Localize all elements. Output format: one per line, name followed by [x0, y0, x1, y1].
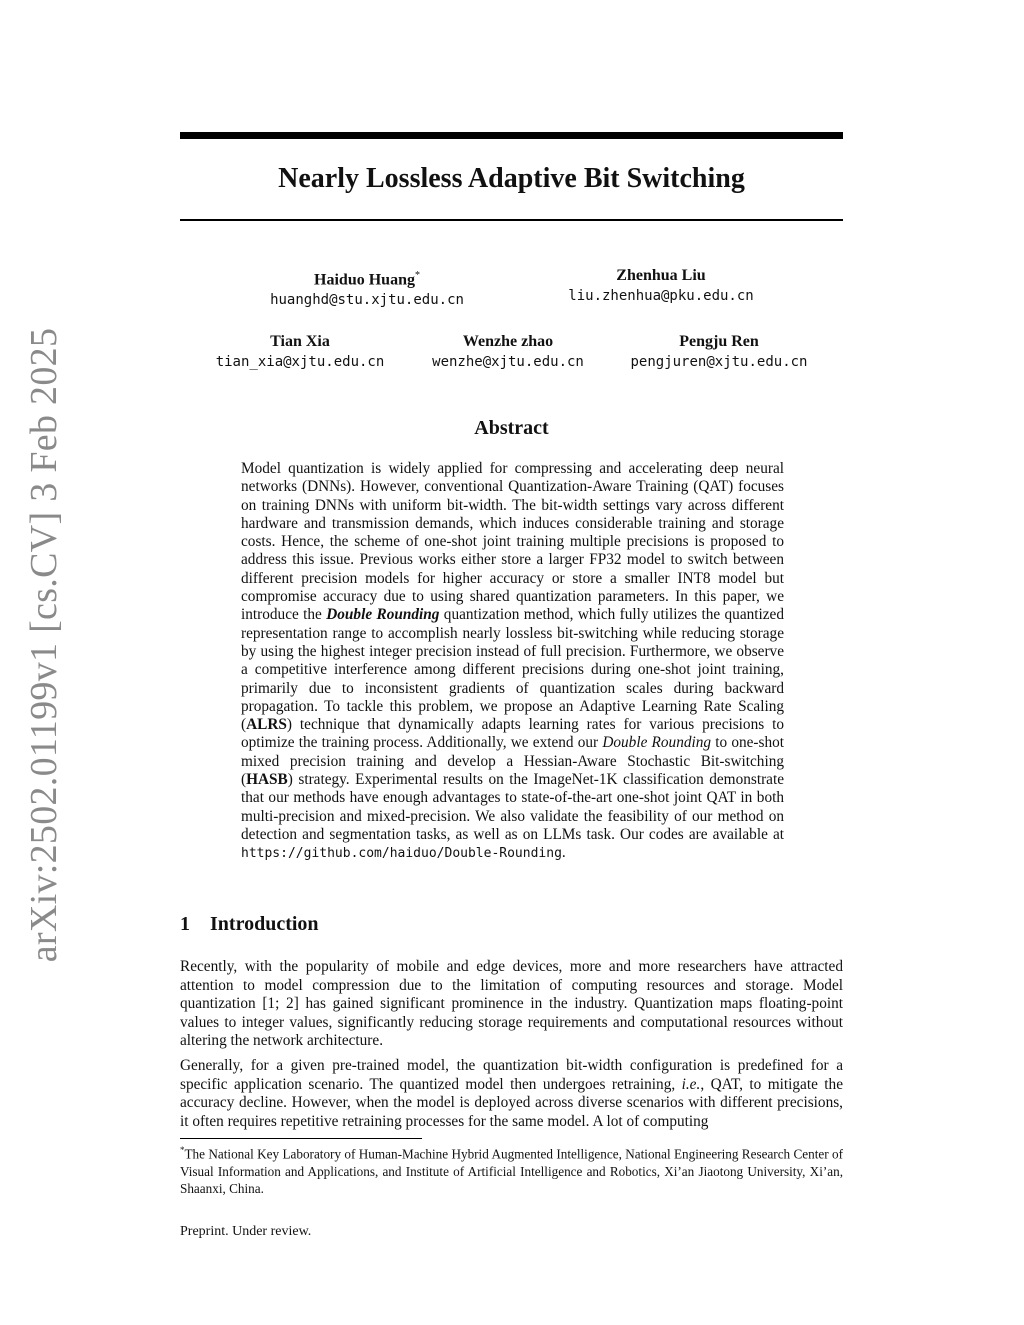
paper-title: Nearly Lossless Adaptive Bit Switching — [278, 163, 745, 194]
author-name: Pengju Ren — [679, 333, 759, 350]
code-repository-link[interactable]: https://github.com/haiduo/Double-Rounding — [241, 846, 562, 862]
abstract-heading: Abstract — [474, 417, 549, 439]
author-block — [589, 332, 849, 372]
title-rule-top — [180, 132, 843, 139]
intro-paragraph: Generally, for a given pre-trained model, the quantization bit-width configuration is predefined for a specific application scenario. The quantized model then undergoes retraining, i.e., QAT, to mitigate the accuracy decline. However, when the model is deployed across diverse scenarios with different precisions, it often requires repetitive retraining processes for the same model. A lot of computing — [180, 1057, 843, 1130]
abstract-body: Model quantization is widely applied for compressing and accelerating deep neural networks (DNNs). However, conventional Quantization-Aware Training (QAT) focuses on training DNNs with uniform bit-width. The bit-width settings vary across different hardware and transmission demands, which induces considerable training and storage costs. Hence, the scheme of one-shot joint training multiple precisions is proposed to address this issue. Previous works either store a larger FP32 model to switch between different precision models for higher accuracy or store a smaller INT8 model but compromise accuracy due to using shared quantization parameters. In this paper, we introduce the Double Rounding quantization method, which fully utilizes the quantized representation range to accomplish nearly lossless bit-switching while reducing storage by using the highest integer precision instead of full precision. Furthermore, we observe a competitive interference among different precisions during one-shot joint training, primarily due to inconsistent gradients of quantization scales during backward propagation. To tackle this problem, we propose an Adaptive Learning Rate Scaling (ALRS) technique that dynamically adapts learning rates for various precisions to optimize the training process. Additionally, we extend our Double Rounding to one-shot mixed precision training and develop a Hessian-Aware Stochastic Bit-switching (HASB) strategy. Experimental results on the ImageNet-1K classification demonstrate that our methods have enough advantages to state-of-the-art one-shot joint QAT in both multi-precision and mixed-precision. We also validate the feasibility of our method on detection and segmentation tasks, as well as on LLMs task. Our codes are available at https://github.com/haiduo/Double-Rounding. — [241, 460, 785, 862]
author-name: Tian Xia — [270, 333, 330, 350]
author-name: Zhenhua Liu — [616, 267, 706, 284]
footnote-rule — [180, 1138, 422, 1139]
author-block — [237, 266, 497, 310]
arxiv-identifier-stamp: arXiv:2502.01199v1 [cs.CV] 3 Feb 2025 — [23, 327, 65, 963]
preprint-notice: Preprint. Under review. — [180, 1224, 312, 1239]
author-email[interactable]: tian_xia@xjtu.edu.cn — [215, 354, 385, 370]
affiliation-footnote: *The National Key Laboratory of Human-Machine Hybrid Augmented Intelligence, National Engineering Research Center of Visual Information and Applications, and Institute of Artificial Intelligence and Robotics, Xi’an Jiaotong University, Xi’an, Shaanxi, China. — [180, 1145, 843, 1197]
emphasis-double-rounding: Double Rounding — [326, 606, 440, 624]
author-email[interactable]: liu.zhenhua@pku.edu.cn — [568, 288, 754, 304]
section-heading-introduction: 1 Introduction — [180, 913, 319, 935]
author-email[interactable]: pengjuren@xjtu.edu.cn — [630, 354, 808, 370]
author-name: Haiduo Huang* — [314, 270, 420, 289]
author-email[interactable]: wenzhe@xjtu.edu.cn — [432, 354, 584, 370]
acronym-alrs: ALRS — [246, 716, 287, 734]
title-rule-bottom — [180, 219, 843, 221]
intro-paragraph: Recently, with the popularity of mobile and edge devices, more and more researchers have attracted attention to model compression due to the limitation of computing resources and storage. Model quantization [1; 2] has gained significant prominence in the industry. Quantization maps floating-point values to integer values, significantly reducing storage requirements and computational resources without altering the network architecture. — [180, 958, 843, 1049]
emphasis-double-rounding: Double Rounding — [602, 734, 712, 752]
acronym-hasb: HASB — [246, 771, 288, 789]
author-block — [531, 266, 791, 306]
author-name: Wenzhe zhao — [462, 333, 554, 350]
author-email[interactable]: huanghd@stu.xjtu.edu.cn — [270, 292, 464, 309]
